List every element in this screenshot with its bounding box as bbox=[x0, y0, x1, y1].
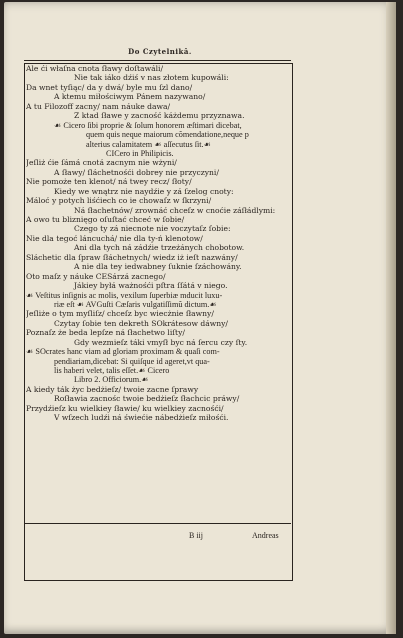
text-line: alterius calamitatem ☙ aſſecutus ſit.☙ bbox=[86, 139, 211, 149]
body-text bbox=[26, 64, 290, 423]
text-line: Z ktad ſławe y zacność káżdemu przyznawa. bbox=[74, 111, 245, 121]
text-line: ☙ Veſtitus inſignis ac molis, vexilum ſuperbiæ mducit luxu- bbox=[26, 290, 223, 300]
text-line: V wſzech ludźi ná świećie nábedżieſz miłośći. bbox=[54, 413, 229, 423]
text-line: Poznaſz że beda lepſze ná ſłachetwo liſty/ bbox=[26, 328, 185, 338]
catchword: Andreas bbox=[252, 531, 279, 540]
text-line: Jeſliże o tym myſliſz/ chceſz byc wiecżnie ſławny/ bbox=[26, 309, 214, 319]
text-line: Jákiey byłá ważnośći pſtra ſſátá v niego. bbox=[74, 281, 228, 291]
running-header: Do Czytelnikâ. bbox=[128, 47, 192, 56]
text-line: riæ eſt ☙ AVGuſti Cæſaris vulgatiſſimũ dictum.☙ bbox=[54, 299, 217, 309]
text-line: quem quis neque maiorum cõmendatione,neque p bbox=[86, 130, 249, 140]
text-line: Przydźieſz ku wielkiey ſławie/ ku wielkiey zacnośći/ bbox=[26, 403, 224, 413]
text-line: Nie tak iáko dźiś v nas złotem kupowáli: bbox=[74, 73, 229, 83]
text-line: Kiedy we wnątrz nie naydźie y zá ſzelog cnoty: bbox=[54, 186, 234, 196]
signature-mark: B iij bbox=[189, 531, 204, 540]
text-line: Czytay ſobie ten dekreth SOkrátesow dáwny/ bbox=[54, 318, 228, 328]
text-line: A nie dla tey iedwabney ſuknie ſzáchowány. bbox=[74, 262, 242, 272]
text-line: Da wnet tyſiąc/ da y dwá/ byle mu ſzl dano/ bbox=[26, 82, 193, 92]
text-line: Libro 2. Officiorum.☙ bbox=[74, 375, 149, 385]
text-line: Oto maſz y náuke CESárzá zacnego/ bbox=[26, 271, 166, 281]
footer-rule bbox=[24, 523, 291, 524]
page-edge bbox=[386, 2, 396, 634]
text-line: Ani dla tych ná zádźie trzeżánych chobotow. bbox=[74, 243, 245, 253]
text-line: Sláchetic dla ſpraw ſłáchetnych/ wiedz iż ieſt nazwány/ bbox=[26, 252, 238, 262]
text-line: ☙ SOcrates hanc viam ad gloriam proximam & quaſi com- bbox=[26, 347, 220, 357]
text-line: CICero in Philipicis. bbox=[106, 148, 174, 158]
text-line: Roſławia zacnośc twoie bedżieſz ſłachcic práwy/ bbox=[54, 394, 240, 404]
text-line: ☙ Cicero ſibi proprie & ſolum honorem æſtimari dicebat, bbox=[54, 120, 242, 130]
text-line: A kiedy ták życ bedżieſz/ twoie zacne ſprawy bbox=[26, 384, 199, 394]
text-line: Nie pomoże ten klenot/ ná twey recz/ ſłoty/ bbox=[26, 177, 192, 187]
text-line: Ale ći właſna cnota ſławy doſtawáli/ bbox=[26, 64, 164, 73]
text-line: Nie dla tegoć láncuchá/ nie dla ty-ń klenotow/ bbox=[26, 233, 203, 243]
text-line: Máloć y potych liśćiech co ie chowaſz w ſkrzyni/ bbox=[26, 196, 212, 206]
text-line: Ná ſłachetnów/ zrownáć chceſz w cnoćie záſłádlymi: bbox=[74, 205, 276, 215]
text-line: Jeſliż ćie ſámá cnotá zacnym nie wżyni/ bbox=[26, 158, 177, 168]
text-line: pendiariam,dicebat: Si quiſque id ageret,vt qua- bbox=[54, 356, 210, 366]
header-rule bbox=[24, 60, 291, 61]
text-line: lis haberi velet, talis eſſet.☙ Cicero bbox=[54, 366, 170, 375]
text-line: Czego ty zá niecnote nie voczytaſz ſobie: bbox=[74, 224, 231, 234]
text-line: A ſławy/ ſláchetnośći dobrey nie przyczyni/ bbox=[54, 167, 219, 177]
text-line: A tu Filozoff zacny/ nam náuke dawa/ bbox=[26, 101, 171, 111]
text-line: A owo tu bliznięgo oſuſtać chceć w ſobie/ bbox=[26, 215, 185, 224]
text-line: Gdy wezmieſz táki vmyſł byc ná ſercu czy ſty. bbox=[74, 337, 248, 347]
text-line: A ktemu miłościwym Pánem nazywano/ bbox=[54, 92, 206, 102]
